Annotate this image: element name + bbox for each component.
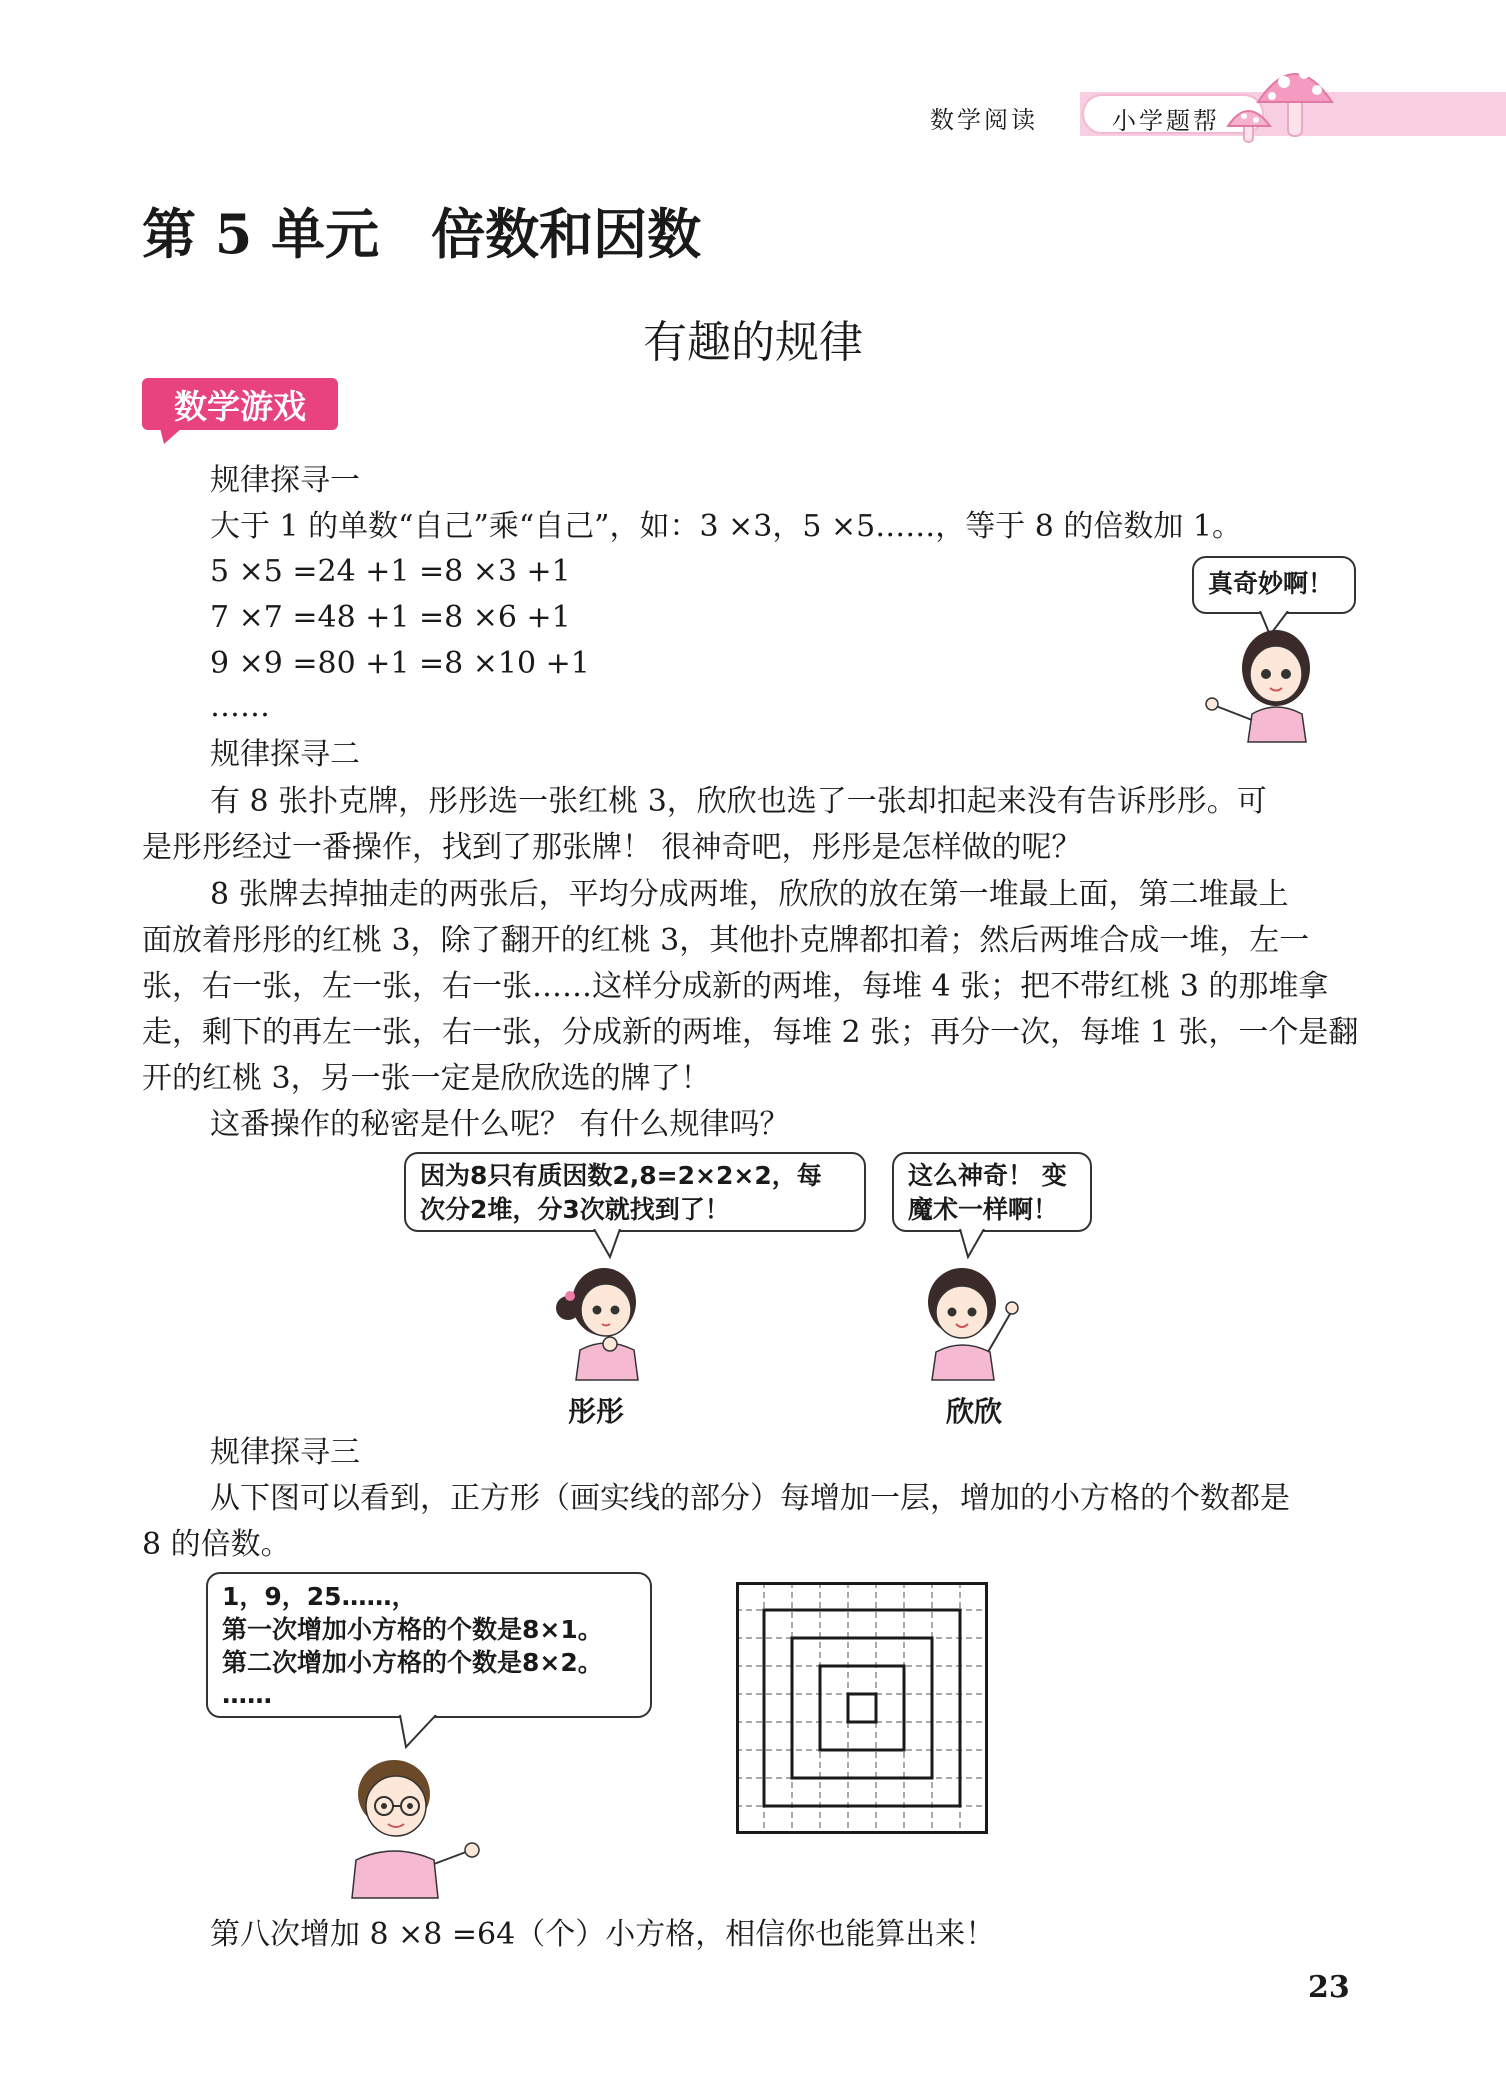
paragraph-line: 8 的倍数。 [142, 1527, 291, 1562]
mushroom-icon [1222, 52, 1342, 148]
unit-title [142, 192, 701, 269]
part1-intro: 大于 1 的单数“自己”乘“自己”，如：3 ×3，5 ×5……，等于 8 的倍数加 1。 [210, 509, 1242, 544]
unit-topic: 倍数和因数 [431, 202, 702, 266]
paragraph-line: 从下图可以看到，正方形（画实线的部分）每增加一层，增加的小方格的个数都是 [210, 1481, 1290, 1516]
bubble-text: 1，9，25……， [222, 1582, 417, 1611]
equation-line: 9 ×9 =80 +1 =8 ×10 +1 [210, 646, 590, 681]
paragraph-line: 面放着彤彤的红桃 3，除了翻开的红桃 3，其他扑克牌都扣着；然后两堆合成一堆，左一 [142, 923, 1310, 958]
part2-heading: 规律探寻二 [210, 737, 360, 772]
conclusion-line: 第八次增加 8 ×8 =64（个）小方格，相信你也能算出来！ [210, 1917, 996, 1952]
bubble-text: 第二次增加小方格的个数是8×2。 [222, 1648, 603, 1677]
paragraph-line: 这番操作的秘密是什么呢？ 有什么规律吗？ [210, 1107, 790, 1142]
equation-line: 7 ×7 =48 +1 =8 ×6 +1 [210, 600, 571, 635]
bubble-tail-icon [954, 1229, 994, 1259]
paragraph-line: 是彤彤经过一番操作，找到了那张牌！ 很神奇吧，彤彤是怎样做的呢？ [142, 830, 1082, 865]
section-title: 有趣的规律 [643, 317, 863, 368]
equation-line: 5 ×5 =24 +1 =8 ×3 +1 [210, 554, 571, 589]
paragraph-line: 8 张牌去掉抽走的两张后，平均分成两堆，欣欣的放在第一堆最上面，第二堆最上 [210, 877, 1289, 912]
unit-number: 第 5 单元 [142, 202, 380, 266]
paragraph-line: 有 8 张扑克牌，彤彤选一张红桃 3，欣欣也选了一张却扣起来没有告诉彤彤。可 [210, 784, 1267, 819]
bubble-text: 这么神奇！ 变 [908, 1161, 1067, 1190]
nested-squares-grid [736, 1582, 988, 1834]
bubble-text: 第一次增加小方格的个数是8×1。 [222, 1615, 603, 1644]
paragraph-line: 开的红桃 3，另一张一定是欣欣选的牌了！ [142, 1061, 711, 1096]
boy-character-icon [330, 1750, 490, 1900]
tag-pointer-icon [160, 428, 182, 444]
part1-heading: 规律探寻一 [210, 463, 360, 498]
bubble-tail-icon [590, 1229, 630, 1259]
tongtong-character-icon [552, 1262, 662, 1382]
girl-character-icon [1196, 624, 1326, 744]
character-name-xinxin: 欣欣 [946, 1395, 1003, 1428]
paragraph-line: 走，剩下的再左一张，右一张，分成新的两堆，每堆 2 张；再分一次，每堆 1 张，一个是翻 [142, 1015, 1359, 1050]
xinxin-character-icon [912, 1262, 1032, 1382]
header-book-title: 数学阅读 [930, 106, 1038, 134]
page-number: 23 [1308, 1970, 1350, 2005]
character-name-tongtong: 彤彤 [568, 1395, 625, 1428]
bubble-text: 次分2堆，分3次就找到了！ [420, 1195, 730, 1224]
bubble-text: 因为8只有质因数2,8=2×2×2，每 [420, 1161, 822, 1190]
header-series-title: 小学题帮 [1112, 107, 1220, 135]
bubble-tail-icon [396, 1715, 442, 1749]
equation-line: …… [210, 689, 270, 724]
bubble-text: …… [222, 1680, 272, 1709]
section-tag-label: 数学游戏 [174, 387, 306, 426]
part3-heading: 规律探寻三 [210, 1435, 360, 1470]
paragraph-line: 张，右一张，左一张，右一张……这样分成新的两堆，每堆 4 张；把不带红桃 3 的那堆拿 [142, 969, 1329, 1004]
bubble-text: 魔术一样啊！ [908, 1195, 1059, 1224]
bubble-text: 真奇妙啊！ [1208, 569, 1334, 598]
